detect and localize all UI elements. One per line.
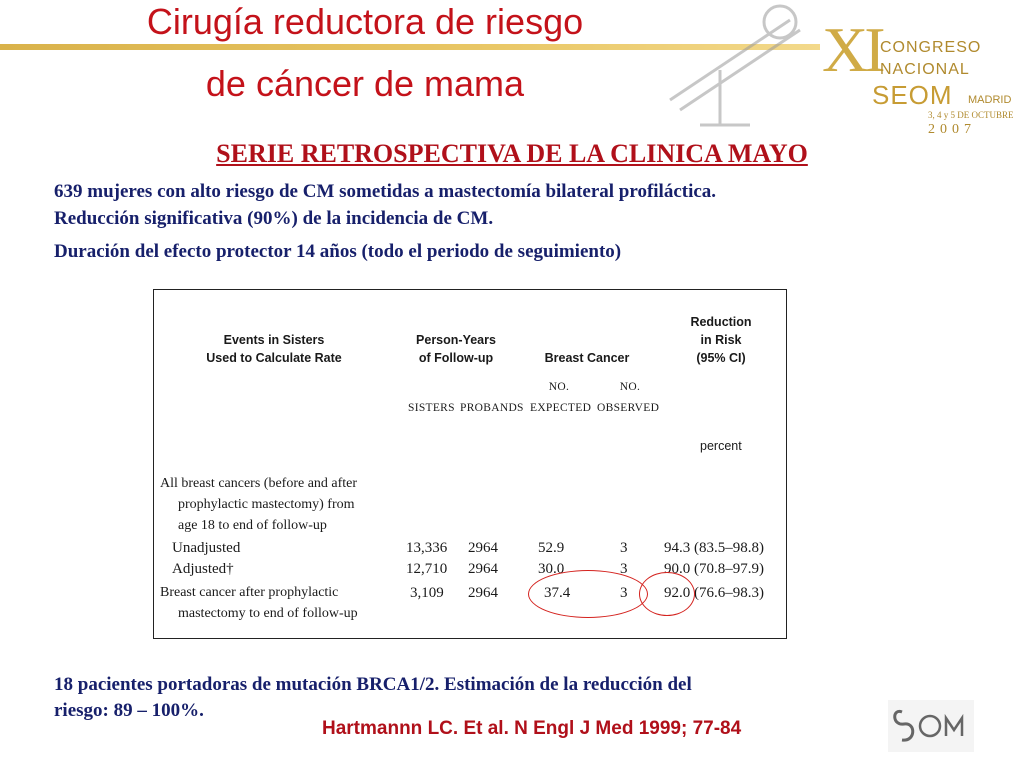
group1-label-1: All breast cancers (before and after — [160, 476, 358, 491]
congress-logo — [820, 14, 1020, 138]
group2-label-2: mastectomy to end of follow-up — [178, 606, 358, 621]
sub-header-observed-no: NO. — [619, 381, 641, 393]
congress-year: 2007 — [928, 122, 976, 137]
sub-header-expected-no: NO. — [548, 381, 570, 393]
congress-numeral: XI — [822, 14, 882, 85]
cell-sisters: 12,710 — [406, 561, 448, 577]
highlight-circle-reduction — [639, 572, 695, 616]
seom-logo — [888, 700, 974, 752]
cell-expected: 30.0 — [538, 561, 565, 577]
col-header-reduction-2: in Risk — [700, 333, 742, 347]
congress-line-1: CONGRESO — [880, 39, 982, 56]
footer-line-1: 18 pacientes portadoras de mutación BRCA1/2. Estimación de la reducción del — [54, 674, 692, 695]
cell-observed: 3 — [620, 585, 628, 601]
slide-title-line-2: de cáncer de mama — [205, 63, 525, 104]
text-line-3: Duración del efecto protector 14 años (todo el periodo de seguimiento) — [54, 241, 622, 262]
text-line-2: Reducción significativa (90%) de la incidencia de CM. — [54, 208, 494, 229]
group1-label-2: prophylactic mastectomy) from — [178, 497, 355, 512]
col-header-reduction-1: Reduction — [690, 315, 752, 329]
group1-label-3: age 18 to end of follow-up — [178, 518, 327, 533]
sub-header-observed: OBSERVED — [597, 402, 660, 414]
cell-sisters: 3,109 — [410, 585, 444, 601]
reference-citation: Hartmannn LC. Et al. N Engl J Med 1999; 77-84 — [322, 718, 742, 739]
col-header-events-1: Events in Sisters — [223, 333, 325, 347]
group2-label-1: Breast cancer after prophylactic — [160, 585, 339, 600]
cell-probands: 2964 — [468, 540, 498, 556]
cell-sisters: 13,336 — [406, 540, 448, 556]
sub-header-expected: EXPECTED — [530, 402, 592, 414]
cell-reduction: 90.0 (70.8–97.9) — [664, 561, 764, 577]
footer-line-2: riesgo: 89 – 100%. — [54, 700, 204, 721]
cell-expected: 37.4 — [544, 585, 571, 601]
highlight-circle-expected-observed — [528, 570, 648, 618]
cell-reduction: 94.3 (83.5–98.8) — [664, 540, 764, 556]
telescope-icon — [660, 0, 820, 130]
table-row-label: Unadjusted — [172, 540, 241, 556]
cell-observed: 3 — [620, 561, 628, 577]
cell-reduction: 92.0 (76.6–98.3) — [664, 585, 764, 601]
slide-title-line-1: Cirugía reductora de riesgo — [146, 1, 584, 42]
cell-expected: 52.9 — [538, 540, 565, 556]
congress-line-2: NACIONAL — [880, 61, 970, 78]
col-header-events-2: Used to Calculate Rate — [206, 351, 342, 365]
congress-city: MADRID — [968, 94, 1012, 106]
cell-observed: 3 — [620, 540, 628, 556]
congress-dates: 3, 4 y 5 DE OCTUBRE — [928, 110, 1014, 120]
text-line-1: 639 mujeres con alto riesgo de CM sometidas a mastectomía bilateral profiláctica. — [54, 181, 717, 202]
col-header-person-years-2: of Follow-up — [418, 351, 494, 365]
footer-paragraph — [54, 672, 692, 724]
unit-label: percent — [700, 439, 742, 453]
col-header-breast-cancer: Breast Cancer — [544, 351, 630, 365]
table-row-label: Adjusted† — [172, 561, 234, 577]
cell-probands: 2964 — [468, 561, 498, 577]
col-header-reduction-3: (95% CI) — [696, 351, 746, 365]
col-header-person-years-1: Person-Years — [416, 333, 496, 347]
sub-header-sisters: SISTERS — [408, 402, 455, 414]
cell-probands: 2964 — [468, 585, 498, 601]
sub-header-probands: PROBANDS — [460, 402, 524, 414]
section-heading: SERIE RETROSPECTIVA DE LA CLINICA MAYO — [216, 139, 808, 168]
study-table-figure — [153, 289, 787, 639]
congress-org: SEOM — [872, 80, 953, 110]
